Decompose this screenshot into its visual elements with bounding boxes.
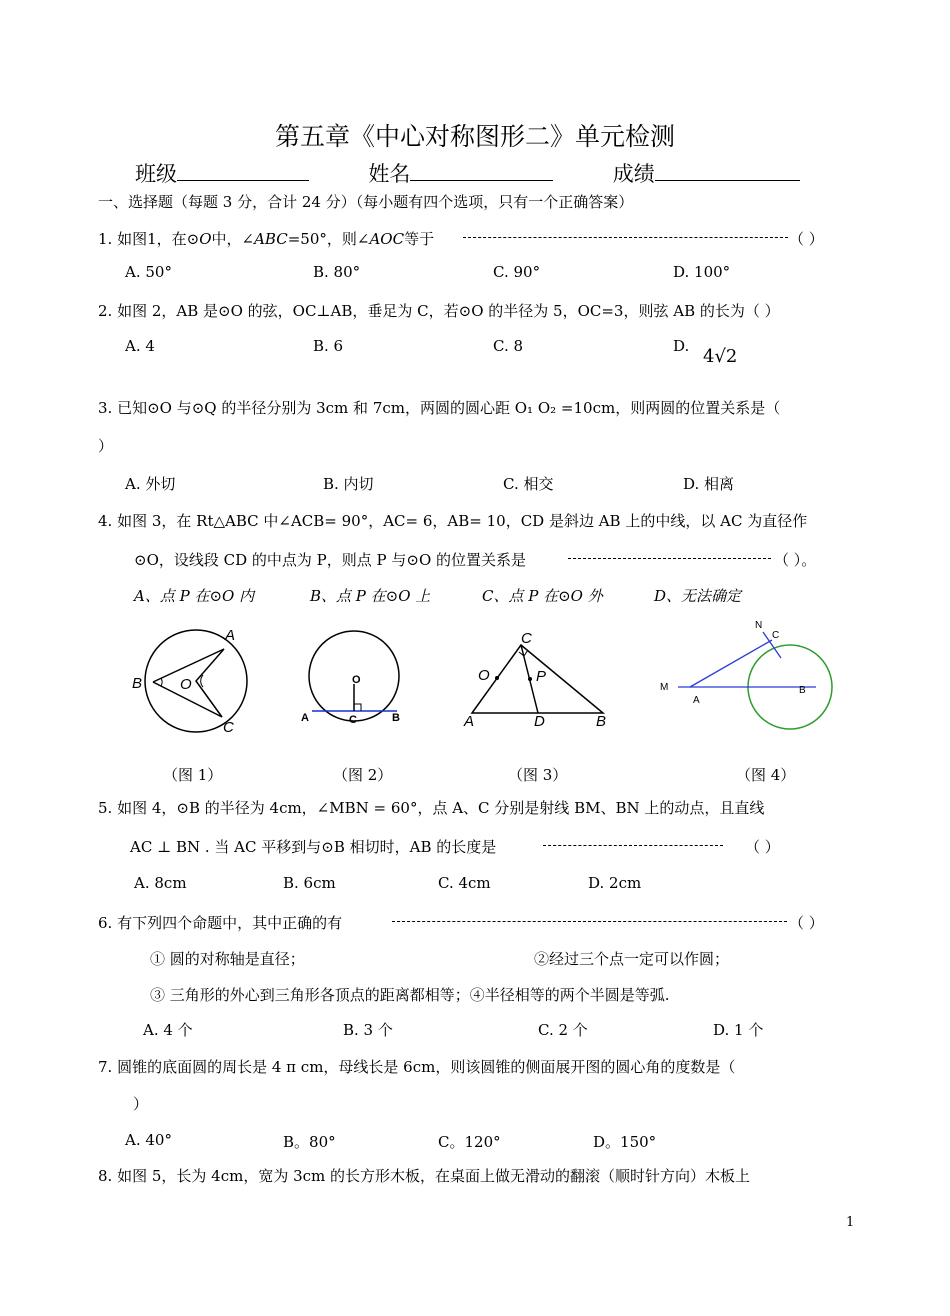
- q1-leader-line: [463, 237, 788, 238]
- q4-leader-line: [568, 558, 771, 559]
- q2-option-a: A. 4: [125, 337, 155, 355]
- q6-option-b: B. 3 个: [343, 1021, 393, 1039]
- score-label: 成绩: [612, 162, 655, 186]
- class-label: 班级: [135, 162, 177, 186]
- header-fields: [135, 158, 800, 188]
- q7-option-a: A. 40°: [125, 1131, 172, 1149]
- name-blank: [410, 160, 553, 181]
- fig3-label-o: O: [478, 667, 490, 684]
- fig4-label-c: C: [772, 630, 780, 641]
- fig4-label-a: A: [693, 695, 700, 706]
- figure-2: [298, 625, 413, 730]
- fig2-caption: （图 2）: [333, 766, 393, 784]
- fig3-label-p: P: [536, 668, 547, 685]
- fig4-caption: （图 4）: [736, 766, 796, 784]
- q3-option-a: A. 外切: [125, 475, 176, 493]
- fig2-label-b: B: [392, 712, 400, 724]
- question-2: 2. 如图 2，AB 是⊙O 的弦，OC⊥AB，垂足为 C，若⊙O 的半径为 5，OC=3，则弦 AB 的长为（ ）: [98, 302, 780, 320]
- q2-option-d: D.: [673, 337, 690, 355]
- score-blank: [655, 160, 800, 181]
- q6-bracket: （ ）: [789, 914, 824, 932]
- figure-4: [648, 612, 863, 742]
- fig4-label-n: N: [755, 620, 763, 631]
- page-title: 第五章《中心对称图形二》单元检测: [275, 122, 676, 151]
- fig1-label-a: A: [225, 627, 236, 644]
- question-4-line2: ⊙O，设线段 CD 的中点为 P，则点 P 与⊙O 的位置关系是: [134, 551, 527, 569]
- name-label: 姓名: [368, 162, 411, 186]
- q4-option-c: C、点 P 在⊙O 外: [482, 587, 603, 605]
- q4-option-b: B、点 P 在⊙O 上: [310, 587, 431, 605]
- q6-option-c: C. 2 个: [538, 1021, 588, 1039]
- question-4-line1: 4. 如图 3，在 Rt△ABC 中∠ACB= 90°，AC= 6，AB= 10，CD 是斜边 AB 上的中线，以 AC 为直径作: [98, 512, 808, 530]
- section-heading: 一、选择题（每题 3 分，合计 24 分）（每小题有四个选项，只有一个正确答案）: [98, 193, 634, 211]
- question-3-line1: 3. 已知⊙O 与⊙Q 的半径分别为 3cm 和 7cm，两圆的圆心距 O₁ O₂ =10cm，则两圆的位置关系是（: [98, 399, 781, 417]
- figure-3: [458, 628, 618, 733]
- q3-option-b: B. 内切: [323, 475, 374, 493]
- q3-option-d: D. 相离: [683, 475, 735, 493]
- fig1-label-b: B: [132, 675, 143, 692]
- q5-option-d: D. 2cm: [588, 874, 642, 892]
- fig1-label-c: C: [223, 719, 234, 736]
- figure-1: [125, 620, 265, 740]
- fig1-caption: （图 1）: [163, 766, 223, 784]
- q7-option-c: C。120°: [438, 1133, 501, 1151]
- q1-bracket: （ ）: [789, 230, 824, 248]
- q4-option-d: D、无法确定: [654, 587, 742, 605]
- question-7-line1: 7. 圆锥的底面圆的周长是 4 π cm，母线长是 6cm，则该圆锥的侧面展开图的圆心角的度数是（: [98, 1058, 736, 1076]
- fig2-label-a: A: [301, 712, 309, 724]
- q5-option-a: A. 8cm: [134, 874, 187, 892]
- q5-leader-line: [543, 845, 723, 846]
- q7-option-d: D。150°: [593, 1133, 657, 1151]
- q2-option-b: B. 6: [313, 337, 344, 355]
- fig3-caption: （图 3）: [508, 766, 568, 784]
- class-blank: [177, 160, 309, 181]
- q6-statement-3-4: ③ 三角形的外心到三角形各顶点的距离都相等；④半径相等的两个半圆是等弧.: [150, 986, 670, 1004]
- fig1-label-o: O: [180, 676, 192, 693]
- fig3-label-a: A: [464, 713, 475, 730]
- question-6: 6. 有下列四个命题中，其中正确的有: [98, 914, 343, 932]
- page-number: 1: [846, 1215, 855, 1230]
- question-3-line2: ）: [98, 437, 114, 455]
- q5-option-b: B. 6cm: [283, 874, 336, 892]
- fig3-label-b: B: [596, 713, 607, 730]
- q6-statement-1: ① 圆的对称轴是直径；: [150, 950, 305, 968]
- q5-option-c: C. 4cm: [438, 874, 491, 892]
- q1-option-c: C. 90°: [493, 263, 541, 281]
- question-8-line1: 8. 如图 5，长为 4cm，宽为 3cm 的长方形木板，在桌面上做无滑动的翻滚（顺时针方向）木板上: [98, 1167, 751, 1185]
- q2-option-d-value: 4√2: [703, 346, 738, 367]
- fig2-label-o: O: [352, 674, 361, 686]
- q3-option-c: C. 相交: [503, 475, 554, 493]
- question-7-line2: ）: [133, 1095, 149, 1113]
- q6-statement-2: ②经过三个点一定可以作圆；: [534, 950, 730, 968]
- q4-option-a: A、点 P 在⊙O 内: [134, 587, 255, 605]
- fig3-label-d: D: [534, 713, 545, 730]
- question-5-line2: AC ⊥ BN . 当 AC 平移到与⊙B 相切时，AB 的长度是: [130, 838, 497, 856]
- q1-option-a: A. 50°: [125, 263, 172, 281]
- q6-option-a: A. 4 个: [143, 1021, 193, 1039]
- fig4-label-m: M: [660, 682, 669, 693]
- q6-leader-line: [392, 921, 787, 922]
- question-1: 1. 如图1，在⊙O中，∠ABC=50°，则∠AOC等于: [98, 230, 435, 248]
- fig4-label-b: B: [799, 685, 806, 696]
- q1-option-d: D. 100°: [673, 263, 731, 281]
- q4-bracket: （ ）。: [774, 551, 817, 569]
- fig2-label-c: C: [349, 714, 357, 726]
- q2-option-c: C. 8: [493, 337, 524, 355]
- q5-bracket: （ ）: [745, 838, 780, 856]
- q7-option-b: B。80°: [283, 1133, 336, 1151]
- question-5-line1: 5. 如图 4，⊙B 的半径为 4cm，∠MBN = 60°，点 A、C 分别是射线 BM、BN 上的动点，且直线: [98, 799, 765, 817]
- fig3-label-c: C: [521, 630, 532, 647]
- q6-option-d: D. 1 个: [713, 1021, 764, 1039]
- q1-option-b: B. 80°: [313, 263, 361, 281]
